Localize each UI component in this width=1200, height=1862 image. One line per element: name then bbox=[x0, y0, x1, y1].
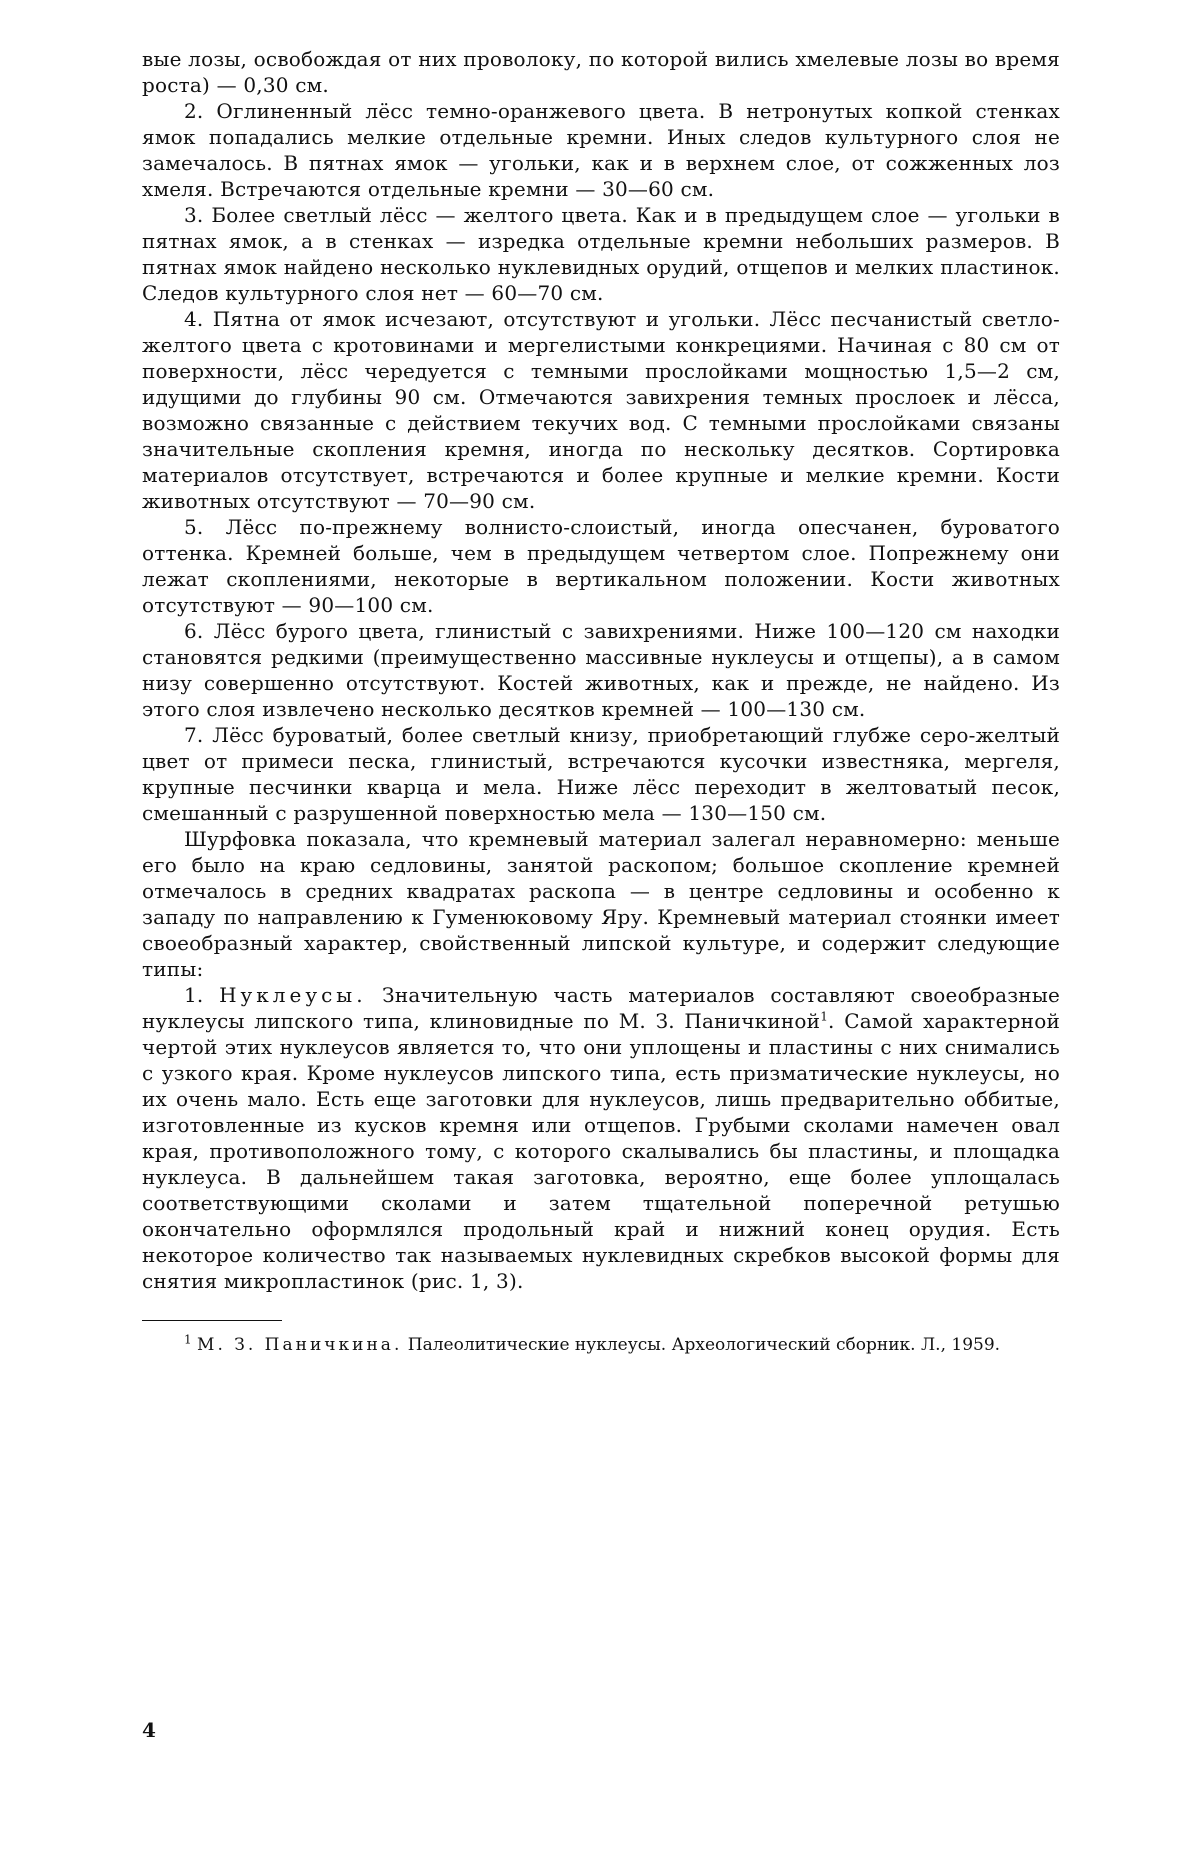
document-page bbox=[142, 46, 1060, 1836]
footnote-author: М. З. Паничкина. bbox=[197, 1335, 403, 1355]
footnote-divider bbox=[142, 1320, 282, 1321]
item-number: 1. bbox=[184, 983, 204, 1007]
layer-2-paragraph: 2. Оглиненный лёсс темно-оранжевого цвета. В нетронутых копкой стенках ямок попадались мелкие отдельные кремни. Иных следов культурного слоя не замечалось. В пятнах ямок — угольки, как и в верхнем слое, от сожженных лоз хмеля. Встречаются отдельные кремни — 30—60 см. bbox=[142, 99, 1060, 201]
nuclei-paragraph bbox=[142, 982, 1060, 1294]
layer-5-paragraph: 5. Лёсс по-прежнему волнисто-слоистый, иногда опесчанен, буроватого оттенка. Кремней больше, чем в предыдущем четвертом слое. Попрежнему они лежат скоплениями, некоторые в вертикальном положении. Кости животных отсутствуют — 90—100 см. bbox=[142, 515, 1060, 617]
body-text bbox=[142, 46, 1060, 1294]
footnote-marker: 1 bbox=[184, 1332, 192, 1347]
footnote-text: Палеолитические нуклеусы. Археологический сборник. Л., 1959. bbox=[407, 1335, 1001, 1355]
layer-7-paragraph: 7. Лёсс буроватый, более светлый книзу, приобретающий глубже серо-желтый цвет от примеси песка, глинистый, встречаются кусочки известняка, мергеля, крупные песчинки кварца и мела. Ниже лёсс переходит в желтоватый песок, смешанный с разрушенной поверхностью мела — 130—150 см. bbox=[142, 723, 1060, 825]
layer-3-paragraph: 3. Более светлый лёсс — желтого цвета. Как и в предыдущем слое — угольки в пятнах ямок, а в стенках — изредка отдельные кремни небольших размеров. В пятнах ямок найдено несколько нуклевидных орудий, отщепов и мелких пластинок. Следов культурного слоя нет — 60—70 см. bbox=[142, 203, 1060, 305]
layer-4-paragraph: 4. Пятна от ямок исчезают, отсутствуют и угольки. Лёсс песчанистый светло-желтого цвета с кротовинами и мергелистыми конкрециями. Начиная с 80 см от поверхности, лёсс чередуется с темными прослойками мощностью 1,5—2 см, идущими до глубины 90 см. Отмечаются завихрения темных прослоек и лёсса, возможно связанные с действием текучих вод. С темными прослойками связаны значительные скопления кремня, иногда по нескольку десятков. Сортировка материалов отсутствует, встречаются и более крупные и мелкие кремни. Кости животных отсутствуют — 70—90 см. bbox=[142, 307, 1060, 513]
paragraph-continuation: вые лозы, освобождая от них проволоку, по которой вились хмелевые лозы во время роста) — 0,30 см. bbox=[142, 47, 1060, 97]
item-heading: Нуклеусы. bbox=[219, 983, 367, 1007]
page-number: 4 bbox=[142, 1718, 156, 1742]
survey-summary-paragraph: Шурфовка показала, что кремневый материал залегал неравномерно: меньше его было на краю седловины, занятой раскопом; большое скопление кремней отмечалось в средних квадратах раскопа — в центре седловины и особенно к западу по направлению к Гуменюковому Яру. Кремневый материал стоянки имеет своеобразный характер, свойственный липской культуре, и содержит следующие типы: bbox=[142, 827, 1060, 981]
item-text-part-1: Значительную часть материалов составляют своеобразные нуклеусы липского типа, клиновидные по М. З. Паничкиной bbox=[142, 983, 1060, 1033]
footnote bbox=[142, 1333, 1060, 1357]
footnote-reference[interactable]: 1 bbox=[820, 1009, 829, 1024]
layer-6-paragraph: 6. Лёсс бурого цвета, глинистый с завихрениями. Ниже 100—120 см находки становятся редкими (преимущественно массивные нуклеусы и отщепы), а в самом низу совершенно отсутствуют. Костей животных, как и прежде, не найдено. Из этого слоя извлечено несколько десятков кремней — 100—130 см. bbox=[142, 619, 1060, 721]
item-text-part-2: . Самой характерной чертой этих нуклеусов является то, что они уплощены и пластины с них снимались с узкого края. Кроме нуклеусов липского типа, есть призматические нуклеусы, но их очень мало. Есть еще заготовки для нуклеусов, лишь предварительно оббитые, изготовленные из кусков кремня или отщепов. Грубыми сколами намечен овал края, противоположного тому, с которого скалывались бы пластины, и площадка нуклеуса. В дальнейшем такая заготовка, вероятно, еще более уплощалась соответствующими сколами и затем тщательной поперечной ретушью окончательно оформлялся продольный край и нижний конец орудия. Есть некоторое количество так называемых нуклевидных скребков высокой формы для снятия микропластинок (рис. 1, 3). bbox=[142, 1009, 1060, 1293]
